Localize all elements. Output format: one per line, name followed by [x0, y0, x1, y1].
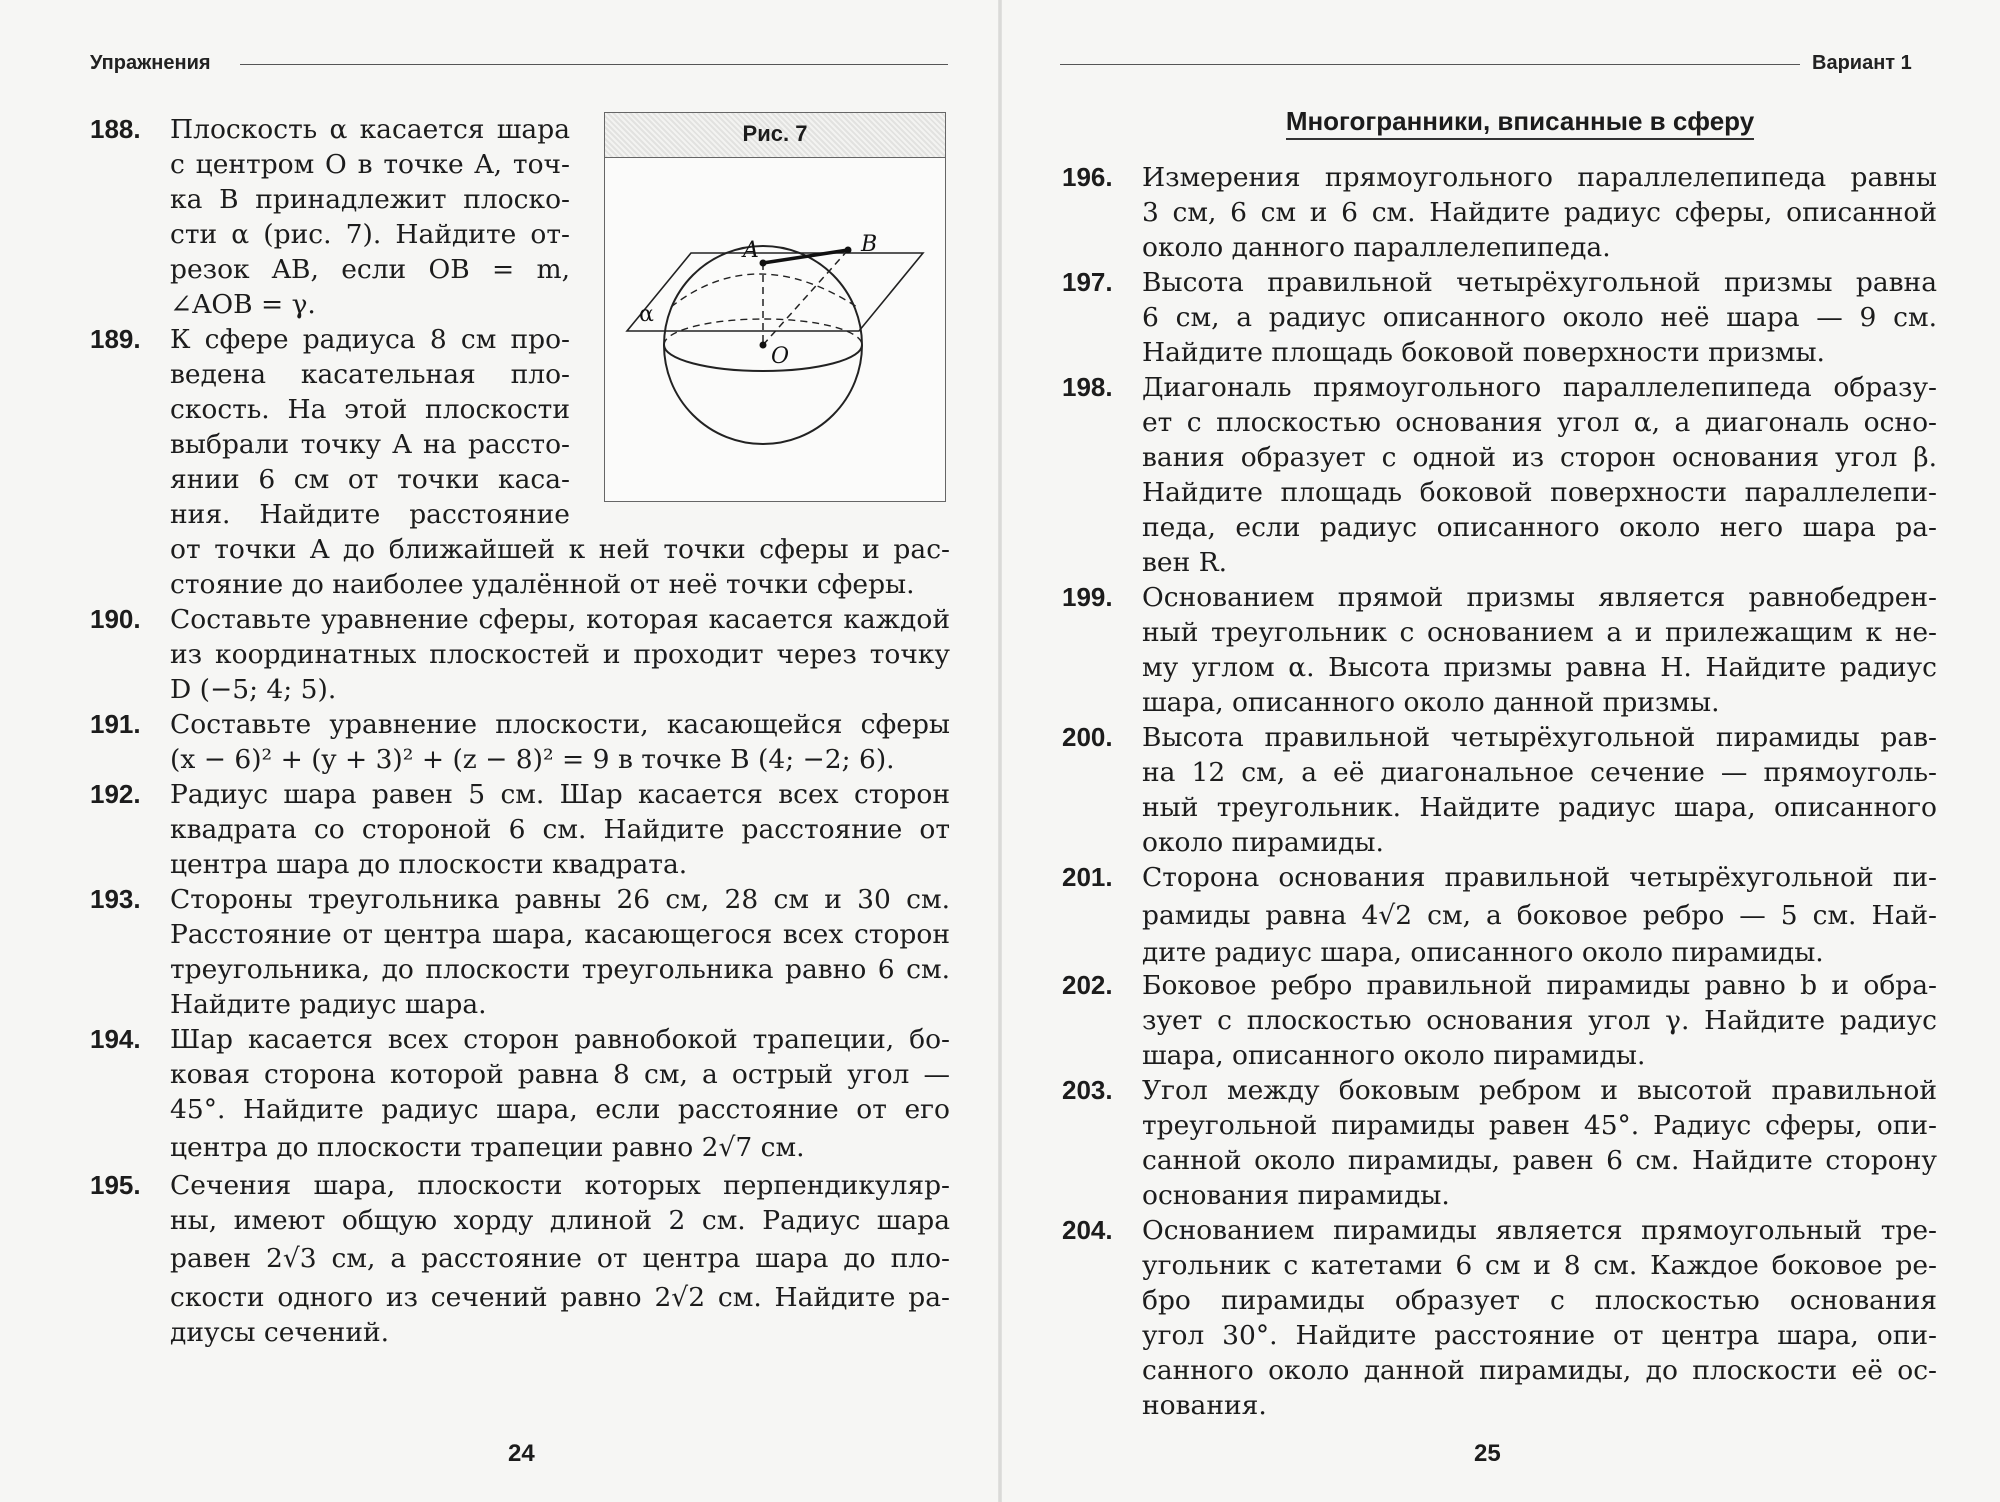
problem-text-line: вен R.: [1142, 547, 1228, 578]
problem-number: 194.: [90, 1024, 141, 1054]
problem-text-line: Шар касается всех сторон равнобокой трапеции, бо-: [170, 1024, 950, 1055]
problem-number: 196.: [1062, 162, 1113, 192]
problem-text-line: шара, описанного около данной призмы.: [1142, 687, 1720, 718]
problem-text-line: центра шара до плоскости квадрата.: [170, 849, 688, 880]
problem-text-line: равен 2√3 см, а расстояние от центра шара до пло-: [170, 1243, 950, 1274]
sphere-tangent-plane-diagram: [605, 157, 945, 501]
problem-text-line: сти α (рис. 7). Найдите от-: [170, 219, 570, 250]
point-O: [760, 342, 767, 349]
segment-AB: [763, 250, 848, 263]
problem-text-line: Боковое ребро правильной пирамиды равно b и обра-: [1142, 970, 1937, 1001]
equator-front: [664, 345, 862, 371]
problem-text-line: около пирамиды.: [1142, 827, 1384, 858]
problem-number: 199.: [1062, 582, 1113, 612]
problem-number: 195.: [90, 1170, 141, 1200]
problem-number: 192.: [90, 779, 141, 809]
right-page: [1000, 0, 2000, 1502]
problem-number: 198.: [1062, 372, 1113, 402]
problem-number: 191.: [90, 709, 141, 739]
problem-text-line: зует с плоскостью основания угол γ. Найдите радиус: [1142, 1005, 1937, 1036]
problem-text-line: угольник с катетами 6 см и 8 см. Каждое боковое ре-: [1142, 1250, 1937, 1281]
label-alpha: α: [639, 302, 654, 327]
problem-text-line: Радиус шара равен 5 см. Шар касается всех сторон: [170, 779, 950, 810]
problem-number: 202.: [1062, 970, 1113, 1000]
problem-text-line: выбрали точку A на рассто-: [170, 429, 570, 460]
problem-text-line: вания образует с одной из сторон основания угол β.: [1142, 442, 1937, 473]
problem-text-line: Высота правильной четырёхугольной призмы равна: [1142, 267, 1937, 298]
problem-text-line: Найдите площадь боковой поверхности параллелепи-: [1142, 477, 1937, 508]
page-number-right: 25: [1474, 1440, 1501, 1467]
problem-text-line: педа, если радиус описанного около него шара ра-: [1142, 512, 1937, 543]
running-head-right: Вариант 1: [1812, 52, 1912, 74]
problem-number: 193.: [90, 884, 141, 914]
problem-text-line: основания пирамиды.: [1142, 1180, 1450, 1211]
problem-number: 201.: [1062, 862, 1113, 892]
problem-number: 200.: [1062, 722, 1113, 752]
problem-text-line: угол 30°. Найдите расстояние от центра шара, опи-: [1142, 1320, 1937, 1351]
problem-number: 203.: [1062, 1075, 1113, 1105]
problem-text-line: ный треугольник. Найдите радиус шара, описанного: [1142, 792, 1937, 823]
problem-text-line: Высота правильной четырёхугольной пирамиды рав-: [1142, 722, 1937, 753]
section-title-text: Многогранники, вписанные в сферу: [1286, 106, 1754, 140]
problem-text-line: стояние до наиболее удалённой от неё точки сферы.: [170, 569, 915, 600]
problem-text-line: с центром O в точке A, точ-: [170, 149, 570, 180]
plane-alpha: [627, 253, 923, 331]
problem-text-line: треугольника, до плоскости треугольника равно 6 см.: [170, 954, 950, 985]
problem-text-line: 6 см, а радиус описанного около неё шара — 9 см.: [1142, 302, 1937, 333]
problem-text-line: Найдите радиус шара.: [170, 989, 487, 1020]
problem-text-line: ведена касательная пло-: [170, 359, 570, 390]
problem-number: 190.: [90, 604, 141, 634]
problem-text-line: треугольной пирамиды равен 45°. Радиус сферы, опи-: [1142, 1110, 1937, 1141]
problem-text-line: из координатных плоскостей и проходит через точку: [170, 639, 950, 670]
problem-text-line: Основанием прямой призмы является равнобедрен-: [1142, 582, 1937, 613]
problem-text-line: дите радиус шара, описанного около пирамиды.: [1142, 937, 1824, 968]
label-A: A: [743, 238, 759, 263]
problem-text-line: ния. Найдите расстояние: [170, 499, 570, 530]
problem-number: 197.: [1062, 267, 1113, 297]
problem-text-line: санной около пирамиды, равен 6 см. Найдите сторону: [1142, 1145, 1937, 1176]
page-number-left: 24: [508, 1440, 535, 1467]
problem-text-line: му углом α. Высота призмы равна H. Найдите радиус: [1142, 652, 1937, 683]
figure-header: [605, 113, 945, 158]
problem-text-line: центра до плоскости трапеции равно 2√7 см.: [170, 1132, 805, 1163]
problem-text-line: ет с плоскостью основания угол α, а диагональ осно-: [1142, 407, 1937, 438]
problem-text-line: рамиды равна 4√2 см, а боковое ребро — 5 см. Най-: [1142, 900, 1937, 931]
sphere-hidden-arc: [671, 274, 857, 307]
problem-number: 189.: [90, 324, 141, 354]
problem-text-line: 45°. Найдите радиус шара, если расстояние от его: [170, 1094, 950, 1125]
label-B: B: [861, 232, 878, 257]
problem-text-line: Плоскость α касается шара: [170, 114, 570, 145]
problem-text-line: Расстояние от центра шара, касающегося всех сторон: [170, 919, 950, 950]
header-rule-right: [1060, 64, 1800, 65]
problem-text-line: около данного параллелепипеда.: [1142, 232, 1611, 263]
problem-text-line: К сфере радиуса 8 см про-: [170, 324, 570, 355]
problem-text-line: (x − 6)² + (y + 3)² + (z − 8)² = 9 в точке B (4; −2; 6).: [170, 744, 895, 775]
problem-text-line: Составьте уравнение плоскости, касающейся сферы: [170, 709, 950, 740]
problem-text-line: квадрата со стороной 6 см. Найдите расстояние от: [170, 814, 950, 845]
problem-text-line: скости одного из сечений равно 2√2 см. Найдите ра-: [170, 1282, 950, 1313]
label-O: O: [771, 344, 790, 369]
figure-7: [604, 112, 946, 502]
problem-text-line: Диагональ прямоугольного параллелепипеда образу-: [1142, 372, 1937, 403]
problem-text-line: D (−5; 4; 5).: [170, 674, 337, 705]
point-B: [845, 247, 852, 254]
problem-text-line: Основанием пирамиды является прямоугольный тре-: [1142, 1215, 1937, 1246]
problem-text-line: резок AB, если OB = m,: [170, 254, 570, 285]
problem-text-line: Сторона основания правильной четырёхугольной пи-: [1142, 862, 1937, 893]
problem-text-line: ный треугольник с основанием a и прилежащим к не-: [1142, 617, 1937, 648]
problem-text-line: на 12 см, а её диагональное сечение — прямоуголь-: [1142, 757, 1937, 788]
problem-text-line: ка B принадлежит плоско-: [170, 184, 570, 215]
figure-title: Рис. 7: [742, 121, 808, 146]
section-title: [1240, 106, 1800, 137]
problem-text-line: диусы сечений.: [170, 1317, 390, 1348]
problem-text-line: ∠AOB = γ.: [170, 289, 316, 320]
running-head-left: Упражнения: [90, 52, 211, 74]
problem-text-line: янии 6 см от точки каса-: [170, 464, 570, 495]
problem-text-line: ны, имеют общую хорду длиной 2 см. Радиус шара: [170, 1205, 950, 1236]
problem-text-line: ковая сторона которой равна 8 см, а острый угол —: [170, 1059, 950, 1090]
problem-number: 188.: [90, 114, 141, 144]
problem-number: 204.: [1062, 1215, 1113, 1245]
header-rule-left: [240, 64, 948, 65]
problem-text-line: Угол между боковым ребром и высотой правильной: [1142, 1075, 1937, 1106]
problem-text-line: санного около данной пирамиды, до плоскости её ос-: [1142, 1355, 1937, 1386]
problem-text-line: скость. На этой плоскости: [170, 394, 570, 425]
problem-text-line: Измерения прямоугольного параллелепипеда равны: [1142, 162, 1937, 193]
problem-text-line: Найдите площадь боковой поверхности призмы.: [1142, 337, 1825, 368]
problem-text-line: Сечения шара, плоскости которых перпендикуляр-: [170, 1170, 950, 1201]
problem-text-line: Составьте уравнение сферы, которая касается каждой: [170, 604, 950, 635]
problem-text-line: бро пирамиды образует с плоскостью основания: [1142, 1285, 1937, 1316]
problem-text-line: от точки A до ближайшей к ней точки сферы и рас-: [170, 534, 950, 565]
problem-text-line: Стороны треугольника равны 26 см, 28 см и 30 см.: [170, 884, 950, 915]
problem-text-line: 3 см, 6 см и 6 см. Найдите радиус сферы, описанной: [1142, 197, 1937, 228]
problem-text-line: нования.: [1142, 1390, 1267, 1421]
point-A: [760, 260, 767, 267]
problem-text-line: шара, описанного около пирамиды.: [1142, 1040, 1646, 1071]
